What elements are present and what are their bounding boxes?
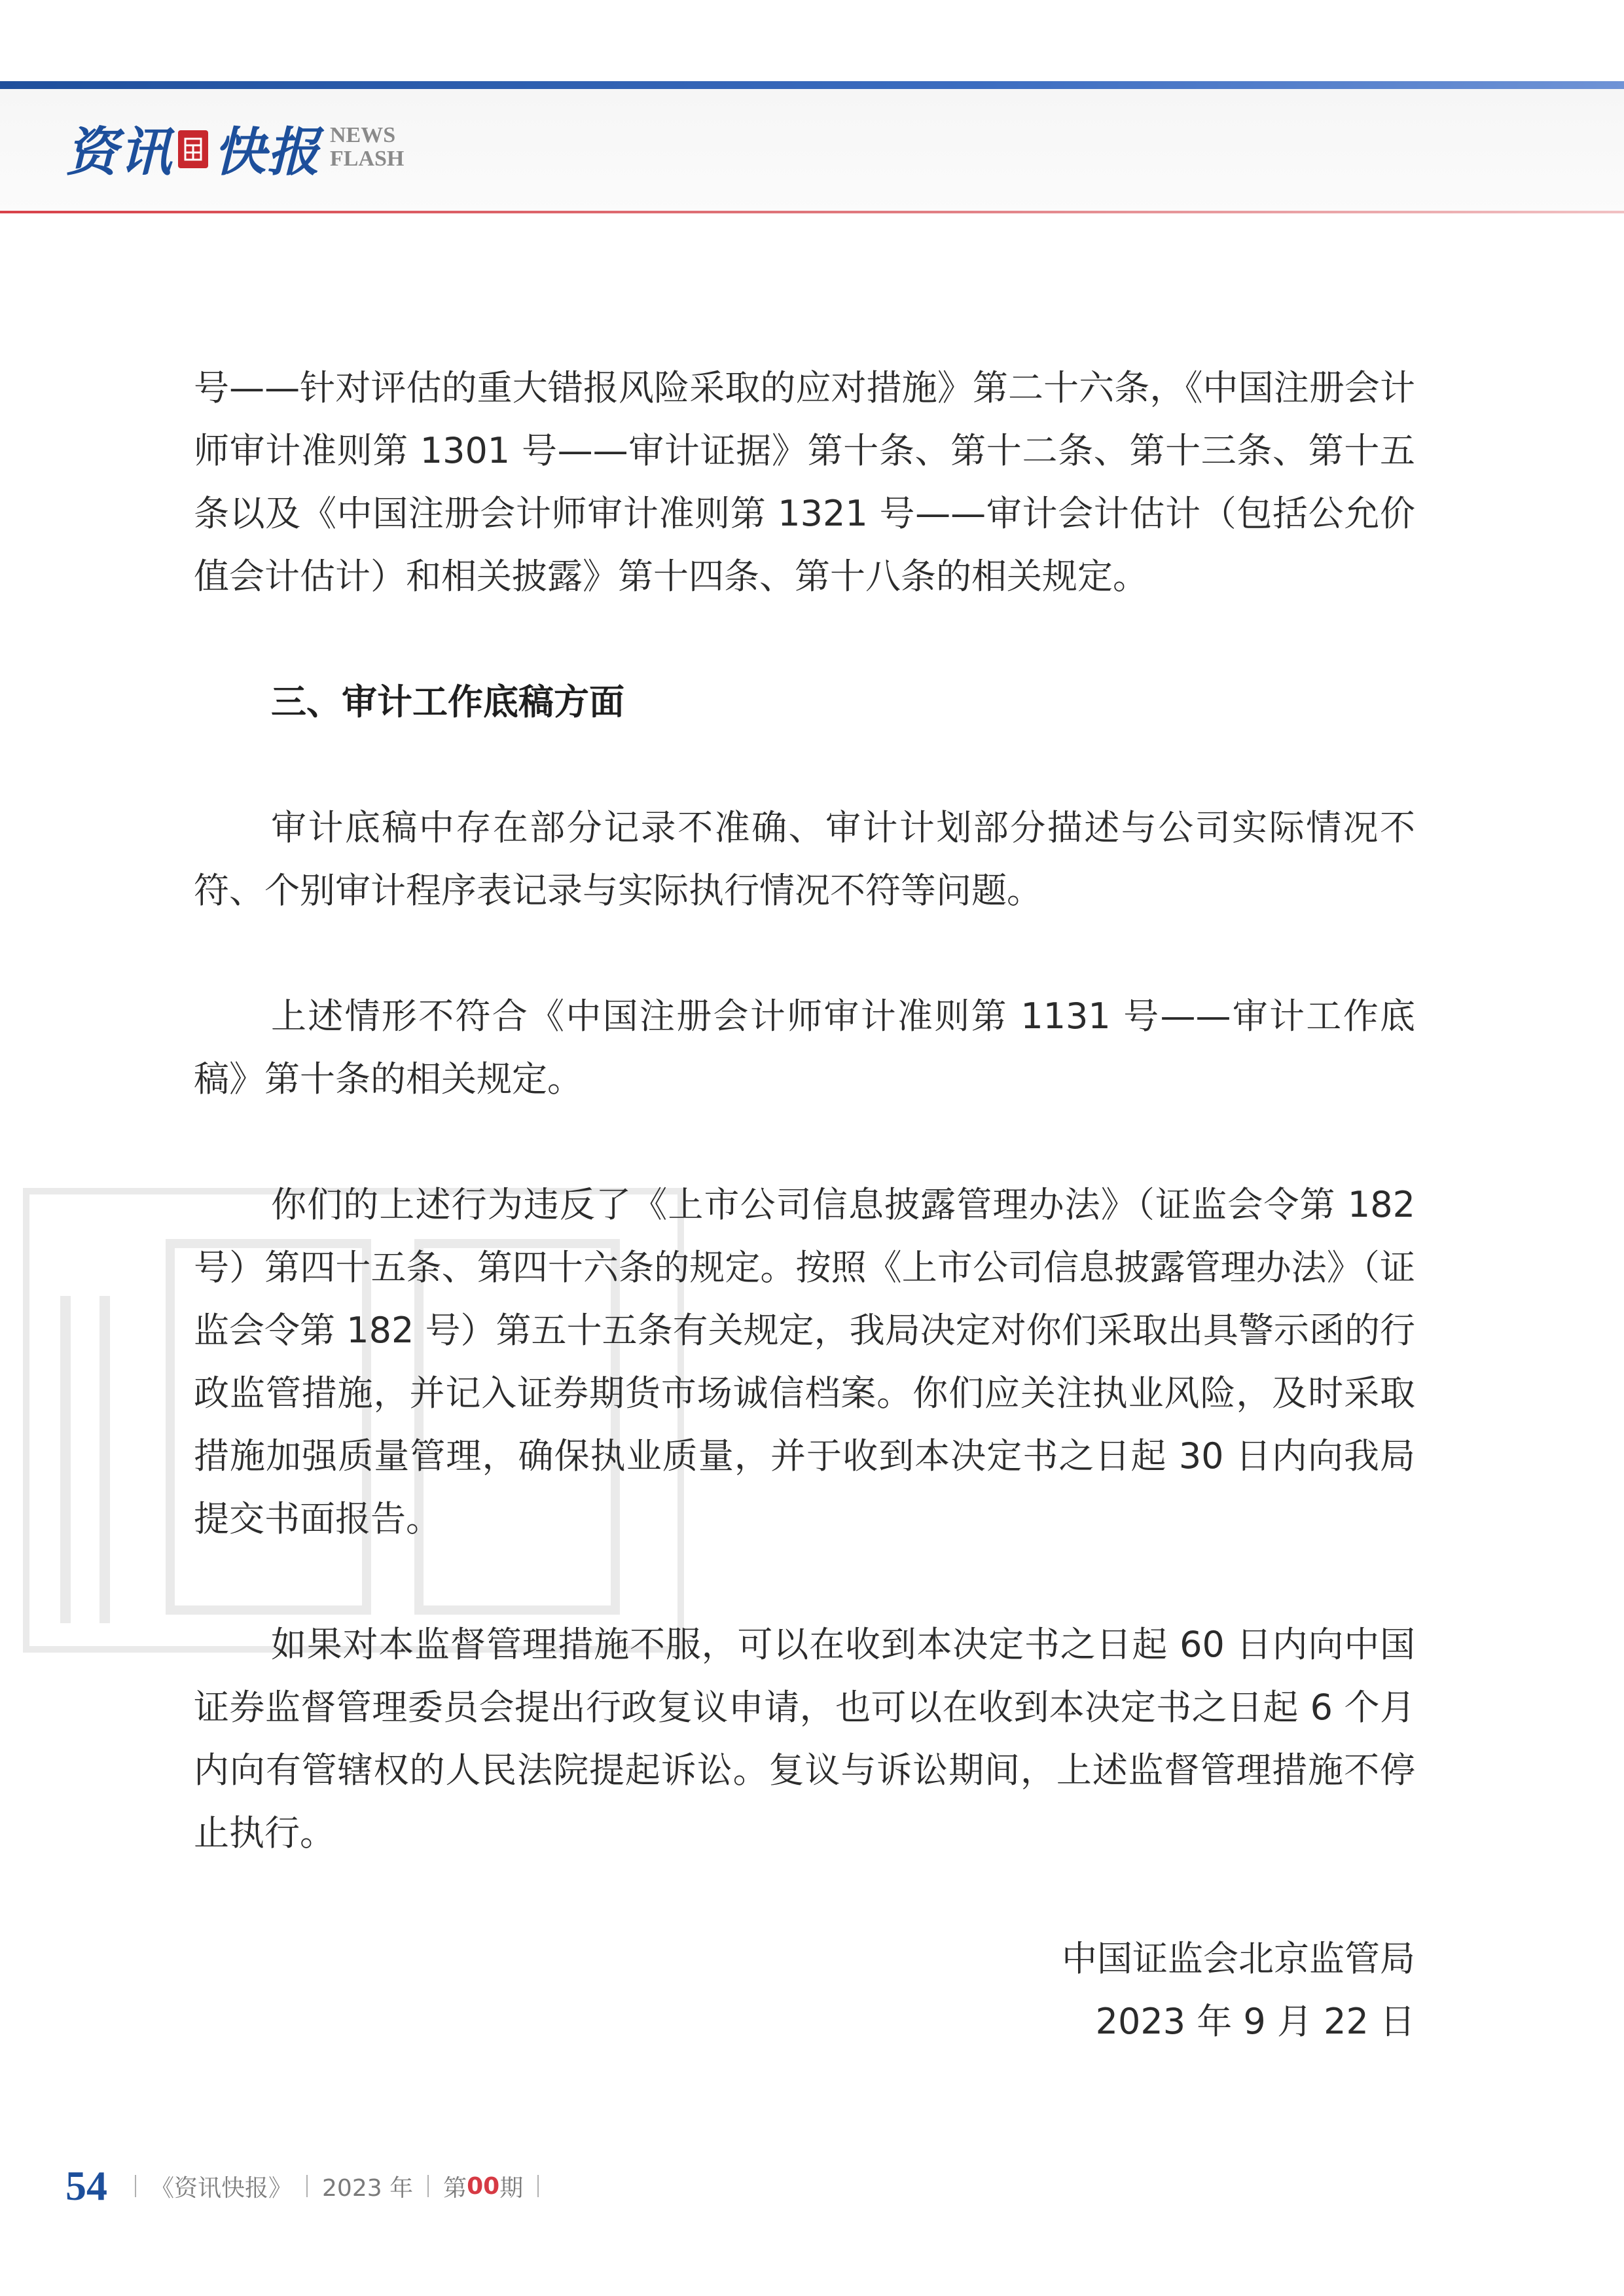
logo-english-news: NEWS — [330, 123, 396, 147]
publication-year: 2023 年 — [322, 2174, 414, 2202]
signer: 中国证监会北京监管局 — [1062, 1938, 1415, 1979]
paragraph-appeal-rights: 如果对本监督管理措施不服，可以在收到本决定书之日起 60 日内向中国证券监督管理委员会提出行政复议申请，也可以在收到本决定书之日起 6 个月内向有管辖权的人民法院提起诉讼。复议与诉讼期间，上述监督管理措施不停止执行。 — [194, 1624, 1415, 1854]
page-footer — [65, 2157, 553, 2215]
footer-divider — [427, 2175, 429, 2197]
paragraph-decision: 你们的上述行为违反了《上市公司信息披露管理办法》（证监会令第 182 号）第四十五条、第四十六条的规定。按照《上市公司信息披露管理办法》（证监会令第 182 号）第五十五条有关规定，我局决定对你们采取出具警示函的行政监管措施，并记入证券期货市场诚信档案。你们应关注执业风险，及时采取措施加强质量管理，确保执业质量，并于收到本决定书之日起 30 日内向我局提交书面报告。 — [194, 1184, 1415, 1539]
signature-date: 2023 年 9 月 22 日 — [1095, 2001, 1415, 2042]
footer-divider — [135, 2175, 136, 2197]
logo-english — [330, 124, 404, 171]
section-heading: 三、审计工作底稿方面 — [271, 681, 624, 723]
top-color-bar — [0, 81, 1624, 89]
paragraph-workpaper-issues: 审计底稿中存在部分记录不准确、审计计划部分描述与公司实际情况不符、个别审计程序表记录与实际执行情况不符等问题。 — [194, 807, 1415, 911]
logo-english-flash: FLASH — [330, 147, 405, 171]
publication-name: 《资讯快报》 — [151, 2174, 293, 2202]
logo-text-right: 快报 — [213, 120, 321, 183]
news-flash-logo — [65, 111, 404, 183]
paragraph-standard-violation: 上述情形不符合《中国注册会计师审计准则第 1131 号——审计工作底稿》第十条的相关规定。 — [194, 996, 1415, 1100]
document-body — [194, 357, 1415, 2053]
logo-text-left: 资讯 — [65, 120, 173, 183]
header-red-rule — [0, 211, 1624, 213]
seal-icon — [178, 130, 208, 168]
paragraph-continued: 号——针对评估的重大错报风险采取的应对措施》第二十六条，《中国注册会计师审计准则第 1301 号——审计证据》第十条、第十二条、第十三条、第十五条以及《中国注册会计师审计准则第 1321 号——审计会计估计（包括公允价值会计估计）和相关披露》第十四条、第十八条的相关规定。 — [194, 367, 1415, 597]
issue-number: 00 — [467, 2172, 500, 2200]
page-number: 54 — [65, 2162, 107, 2209]
issue-prefix: 第 — [443, 2174, 467, 2202]
footer-divider — [306, 2175, 308, 2197]
issue-suffix: 期 — [499, 2174, 524, 2202]
footer-divider — [537, 2175, 539, 2197]
